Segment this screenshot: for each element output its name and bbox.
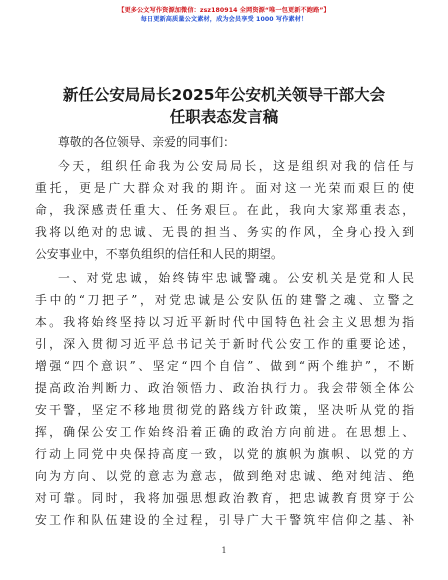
body-line: 挥，确保公安工作始终沿着正确的政治方向前进。在思想上、	[35, 425, 414, 439]
promo-banner-line-2: 每日更新高质量公文素材，成为会员享受 1000 写作素材！	[140, 16, 308, 23]
body-line: 行动上同党中央保持高度一致，以党的旗帜为旗帜、以党的方	[35, 447, 414, 461]
page-number: 1	[221, 546, 227, 555]
body-line: 提高政治判断力、政治领悟力、政治执行力。我会带领全体公	[35, 381, 414, 395]
body-line: 本。我将始终坚持以习近平新时代中国特色社会主义思想为指	[35, 315, 414, 329]
salutation: 尊敬的各位领导、亲爱的同事们：	[58, 135, 235, 149]
body-line: 今天，组织任命我为公安局局长，这是组织对我的信任与	[58, 159, 414, 173]
body-line: 命，我深感责任重大、任务艰巨。在此，我向大家郑重表态，	[35, 203, 414, 217]
document-title-line-1: 新任公安局局长2025年公安机关领导干部大会	[62, 86, 386, 104]
body-line: 手中的“刀把子”，对党忠诚是公安队伍的建警之魂、立警之	[35, 293, 414, 307]
body-line: 安工作和队伍建设的全过程，引导广大干警筑牢信仰之基、补	[35, 513, 414, 527]
body-line: 增强“四个意识”、坚定“四个自信”、做到“两个维护”，不断	[35, 359, 414, 373]
body-line: 向为方向、以党的意志为意志，做到绝对忠诚、绝对纯洁、绝	[35, 469, 414, 483]
body-line: 我将以绝对的忠诚、无畏的担当、务实的作风，全身心投入到	[35, 225, 414, 239]
body-line: 重托，更是广大群众对我的期许。面对这一光荣而艰巨的使	[35, 181, 414, 195]
body-line: 安干警，坚定不移地贯彻党的路线方针政策，坚决听从党的指	[35, 403, 414, 417]
promo-banner-line-1: 【更多公文写作资源加微信：zsz180914 全网资源“唯一包更新不跑路”】	[118, 7, 330, 14]
body-line: 一、对党忠诚，始终铸牢忠诚警魂。公安机关是党和人民	[58, 271, 414, 285]
body-line: 引，深入贯彻习近平总书记关于新时代公安工作的重要论述，	[35, 337, 414, 351]
body-line: 对可靠。同时，我将加强思想政治教育，把忠诚教育贯穿于公	[35, 491, 414, 505]
document-title-line-2: 任职表态发言稿	[169, 108, 279, 126]
body-line: 公安事业中，不辜负组织的信任和人民的期望。	[35, 247, 283, 261]
